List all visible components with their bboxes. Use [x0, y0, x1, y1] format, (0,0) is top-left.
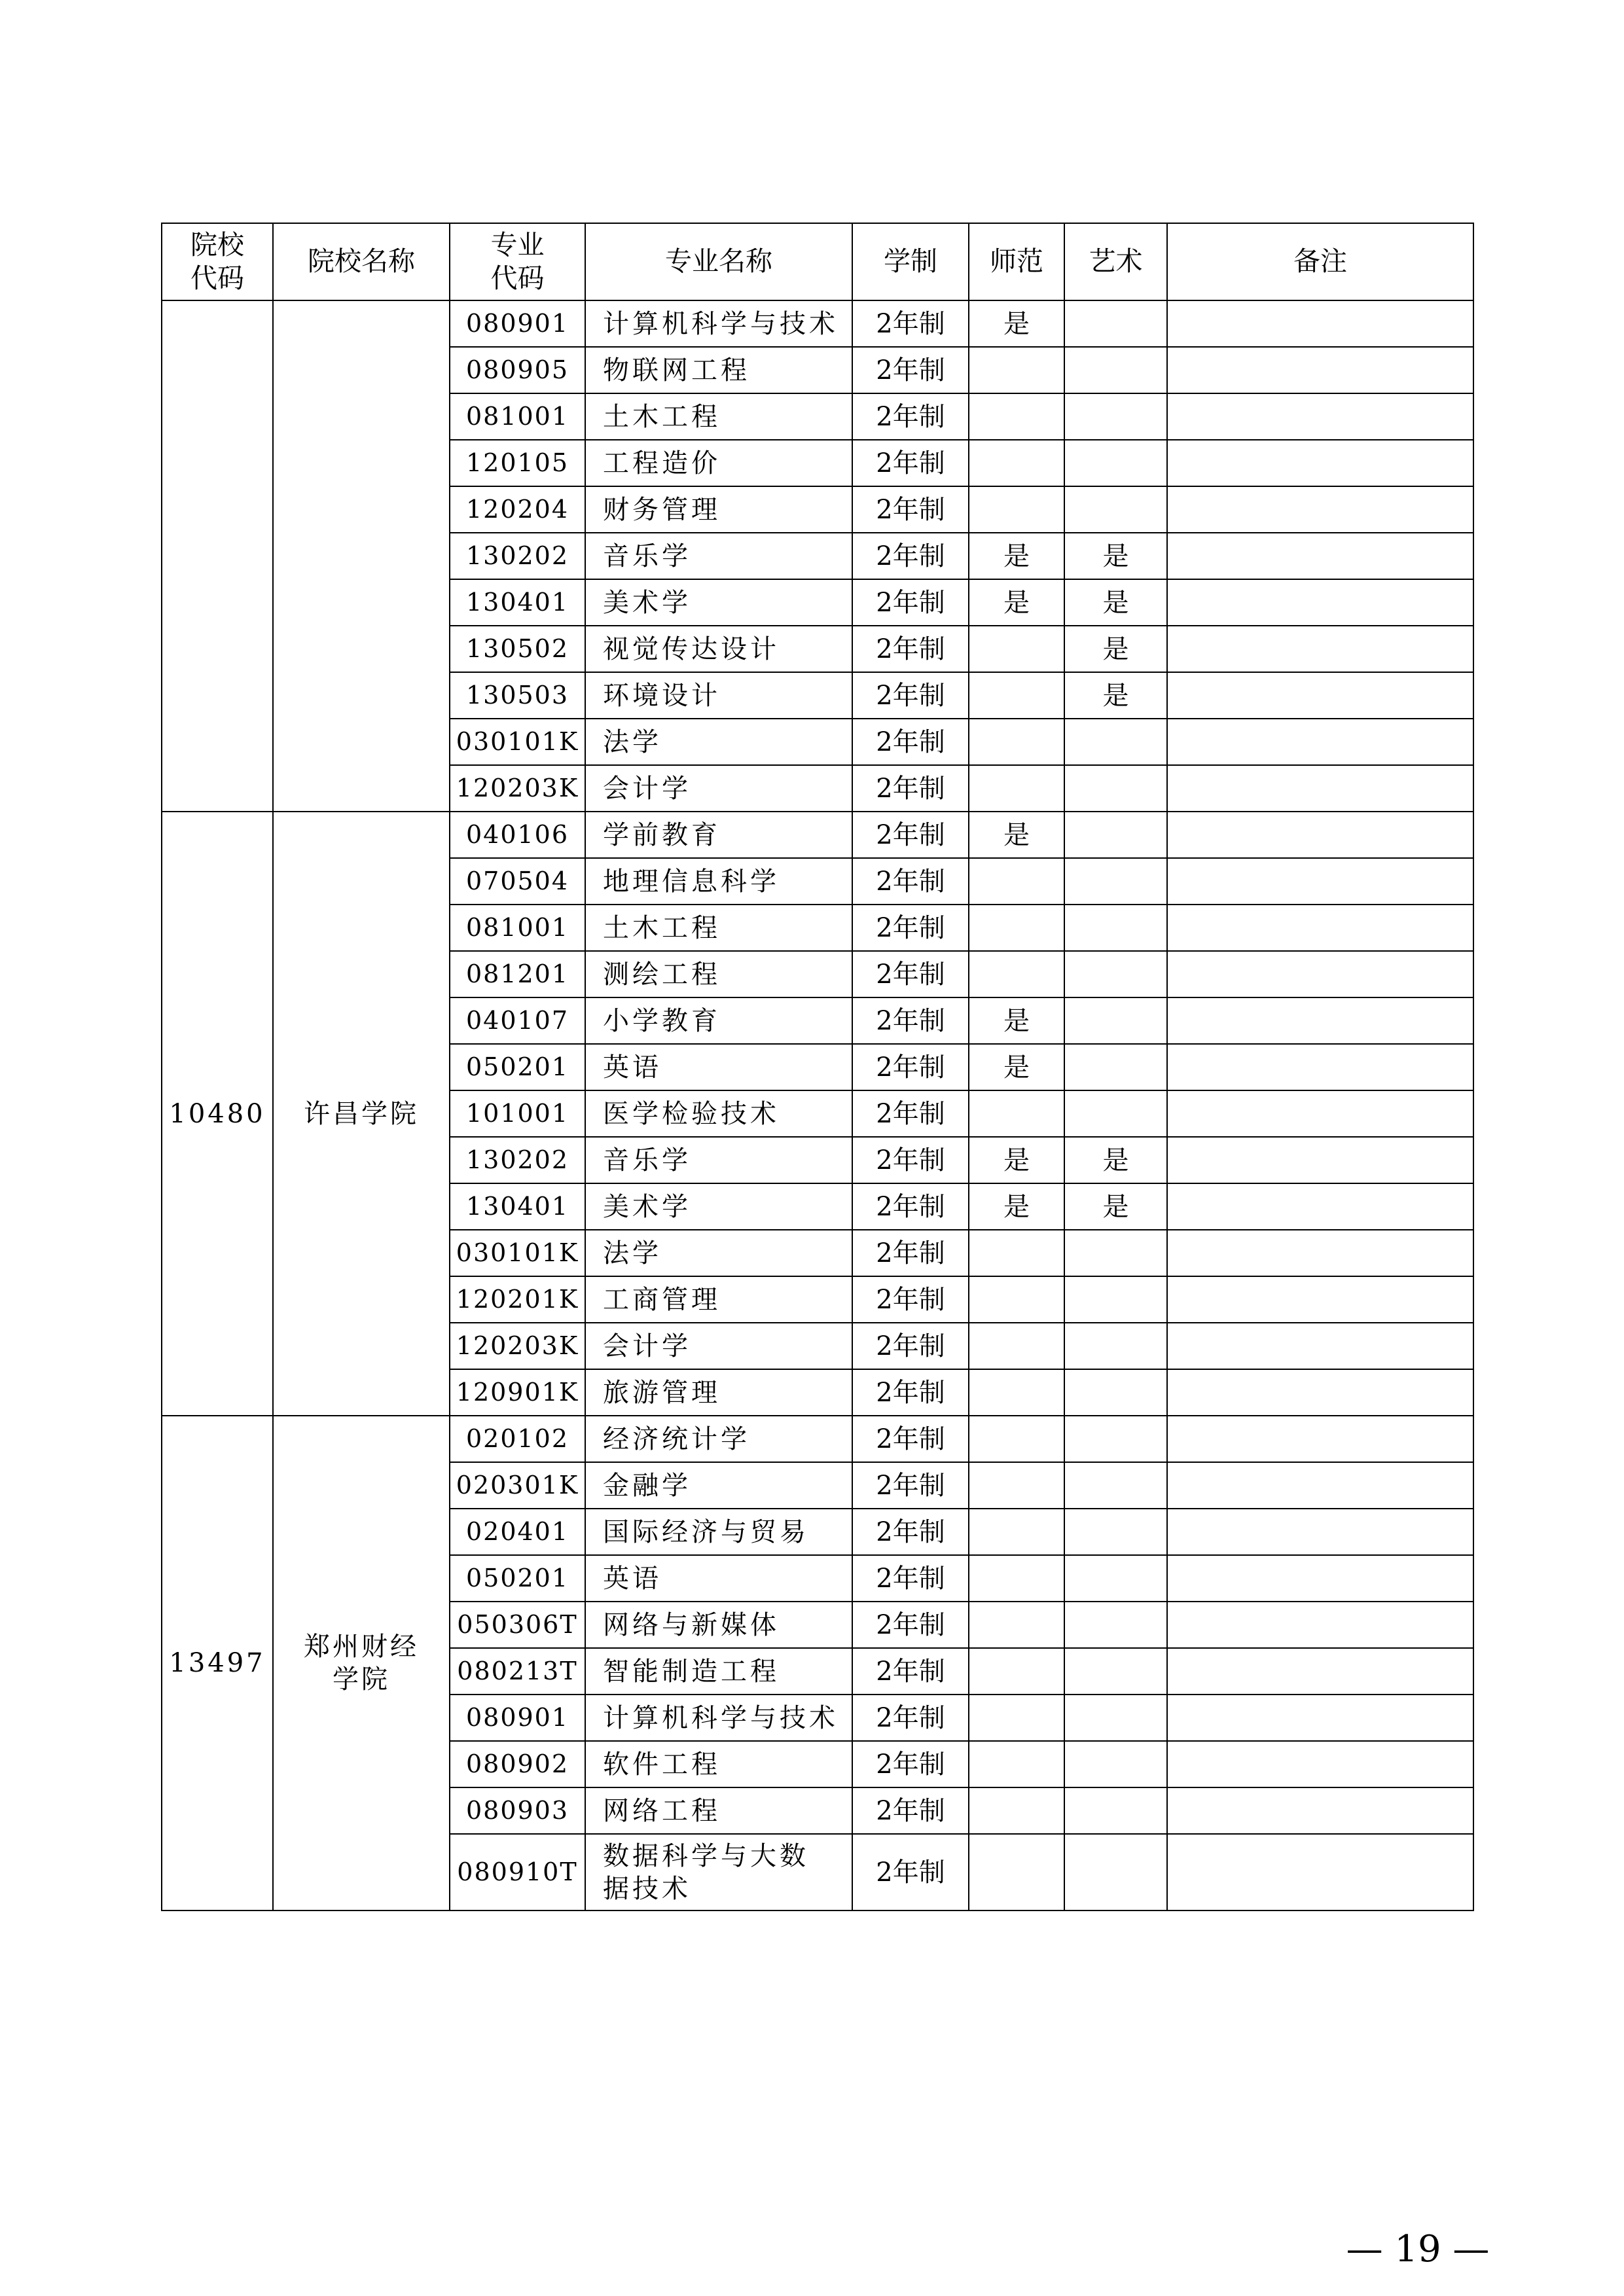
- note-cell: [1167, 672, 1473, 719]
- normal-cell: [969, 393, 1064, 440]
- duration-cell: 2年制: [852, 719, 969, 765]
- normal-cell: [969, 1509, 1064, 1555]
- major-code-cell: 080905: [450, 347, 585, 393]
- header-art: 艺术: [1064, 223, 1167, 300]
- art-cell: [1064, 1323, 1167, 1369]
- major-name-cell: 土木工程: [585, 905, 852, 951]
- note-cell: [1167, 1276, 1473, 1323]
- art-cell: [1064, 1602, 1167, 1648]
- note-cell: [1167, 719, 1473, 765]
- art-cell: [1064, 1695, 1167, 1741]
- note-cell: [1167, 1044, 1473, 1090]
- duration-cell: 2年制: [852, 951, 969, 997]
- major-name-cell: 物联网工程: [585, 347, 852, 393]
- duration-cell: 2年制: [852, 347, 969, 393]
- art-cell: [1064, 1462, 1167, 1509]
- major-code-cell: 050201: [450, 1044, 585, 1090]
- major-name-cell: 音乐学: [585, 533, 852, 579]
- note-cell: [1167, 765, 1473, 812]
- major-name-cell: 旅游管理: [585, 1369, 852, 1416]
- table-header-row: [162, 223, 1473, 300]
- normal-cell: [969, 905, 1064, 951]
- major-name-cell: 医学检验技术: [585, 1090, 852, 1137]
- normal-cell: 是: [969, 1044, 1064, 1090]
- major-code-cell: 050306T: [450, 1602, 585, 1648]
- normal-cell: 是: [969, 300, 1064, 347]
- major-code-cell: 120105: [450, 440, 585, 486]
- note-cell: [1167, 533, 1473, 579]
- major-code-cell: 081001: [450, 905, 585, 951]
- duration-cell: 2年制: [852, 1416, 969, 1462]
- school-name-cell: 郑州财经 学院: [273, 1416, 450, 1910]
- normal-cell: [969, 1787, 1064, 1834]
- school-code-cell: 10480: [162, 812, 273, 1416]
- major-name-cell: 小学教育: [585, 997, 852, 1044]
- major-code-cell: 080902: [450, 1741, 585, 1787]
- duration-cell: 2年制: [852, 626, 969, 672]
- note-cell: [1167, 440, 1473, 486]
- normal-cell: [969, 347, 1064, 393]
- art-cell: [1064, 997, 1167, 1044]
- major-code-cell: 040107: [450, 997, 585, 1044]
- school-code-cell: [162, 300, 273, 812]
- art-cell: 是: [1064, 626, 1167, 672]
- major-code-cell: 120203K: [450, 765, 585, 812]
- major-name-cell: 经济统计学: [585, 1416, 852, 1462]
- normal-cell: 是: [969, 1183, 1064, 1230]
- table-row: [162, 812, 1473, 858]
- art-cell: 是: [1064, 1183, 1167, 1230]
- duration-cell: 2年制: [852, 812, 969, 858]
- art-cell: 是: [1064, 672, 1167, 719]
- duration-cell: 2年制: [852, 1648, 969, 1695]
- major-name-cell: 英语: [585, 1555, 852, 1602]
- duration-cell: 2年制: [852, 765, 969, 812]
- duration-cell: 2年制: [852, 486, 969, 533]
- note-cell: [1167, 905, 1473, 951]
- art-cell: [1064, 765, 1167, 812]
- school-code-cell: 13497: [162, 1416, 273, 1910]
- header-major-name: 专业名称: [585, 223, 852, 300]
- major-name-cell: 会计学: [585, 765, 852, 812]
- note-cell: [1167, 1509, 1473, 1555]
- duration-cell: 2年制: [852, 1276, 969, 1323]
- note-cell: [1167, 1323, 1473, 1369]
- major-name-cell: 财务管理: [585, 486, 852, 533]
- normal-cell: [969, 1369, 1064, 1416]
- duration-cell: 2年制: [852, 533, 969, 579]
- note-cell: [1167, 626, 1473, 672]
- major-code-cell: 020301K: [450, 1462, 585, 1509]
- note-cell: [1167, 1695, 1473, 1741]
- major-name-cell: 会计学: [585, 1323, 852, 1369]
- art-cell: [1064, 1090, 1167, 1137]
- duration-cell: 2年制: [852, 858, 969, 905]
- document-page: [161, 223, 1490, 2270]
- art-cell: 是: [1064, 1137, 1167, 1183]
- major-code-cell: 040106: [450, 812, 585, 858]
- normal-cell: 是: [969, 997, 1064, 1044]
- major-code-cell: 120203K: [450, 1323, 585, 1369]
- normal-cell: [969, 1648, 1064, 1695]
- major-code-cell: 030101K: [450, 1230, 585, 1276]
- normal-cell: [969, 1230, 1064, 1276]
- major-code-cell: 070504: [450, 858, 585, 905]
- major-name-cell: 法学: [585, 1230, 852, 1276]
- majors-table: [161, 223, 1474, 1911]
- note-cell: [1167, 997, 1473, 1044]
- note-cell: [1167, 1369, 1473, 1416]
- major-code-cell: 080910T: [450, 1834, 585, 1910]
- art-cell: 是: [1064, 579, 1167, 626]
- note-cell: [1167, 579, 1473, 626]
- normal-cell: [969, 1695, 1064, 1741]
- table-row: [162, 1416, 1473, 1462]
- normal-cell: [969, 1090, 1064, 1137]
- art-cell: [1064, 858, 1167, 905]
- school-name-cell: [273, 300, 450, 812]
- normal-cell: [969, 951, 1064, 997]
- major-name-cell: 环境设计: [585, 672, 852, 719]
- duration-cell: 2年制: [852, 1695, 969, 1741]
- normal-cell: [969, 1602, 1064, 1648]
- note-cell: [1167, 300, 1473, 347]
- major-code-cell: 081001: [450, 393, 585, 440]
- note-cell: [1167, 1787, 1473, 1834]
- major-code-cell: 130202: [450, 1137, 585, 1183]
- major-name-cell: 测绘工程: [585, 951, 852, 997]
- header-school-code: 院校 代码: [162, 223, 273, 300]
- art-cell: [1064, 440, 1167, 486]
- major-code-cell: 020102: [450, 1416, 585, 1462]
- normal-cell: [969, 1741, 1064, 1787]
- duration-cell: 2年制: [852, 579, 969, 626]
- art-cell: [1064, 1648, 1167, 1695]
- duration-cell: 2年制: [852, 1787, 969, 1834]
- major-code-cell: 080903: [450, 1787, 585, 1834]
- normal-cell: [969, 1323, 1064, 1369]
- duration-cell: 2年制: [852, 1183, 969, 1230]
- normal-cell: [969, 486, 1064, 533]
- major-code-cell: 080901: [450, 1695, 585, 1741]
- header-duration: 学制: [852, 223, 969, 300]
- major-code-cell: 050201: [450, 1555, 585, 1602]
- major-code-cell: 120901K: [450, 1369, 585, 1416]
- major-code-cell: 130202: [450, 533, 585, 579]
- art-cell: [1064, 1834, 1167, 1910]
- note-cell: [1167, 1462, 1473, 1509]
- major-code-cell: 130503: [450, 672, 585, 719]
- note-cell: [1167, 1741, 1473, 1787]
- major-name-cell: 软件工程: [585, 1741, 852, 1787]
- header-note: 备注: [1167, 223, 1473, 300]
- art-cell: [1064, 951, 1167, 997]
- major-name-cell: 学前教育: [585, 812, 852, 858]
- note-cell: [1167, 347, 1473, 393]
- duration-cell: 2年制: [852, 1323, 969, 1369]
- header-normal: 师范: [969, 223, 1064, 300]
- normal-cell: [969, 765, 1064, 812]
- duration-cell: 2年制: [852, 1369, 969, 1416]
- duration-cell: 2年制: [852, 1602, 969, 1648]
- normal-cell: [969, 672, 1064, 719]
- major-name-cell: 计算机科学与技术: [585, 300, 852, 347]
- duration-cell: 2年制: [852, 672, 969, 719]
- major-name-cell: 视觉传达设计: [585, 626, 852, 672]
- normal-cell: [969, 1276, 1064, 1323]
- major-name-cell: 土木工程: [585, 393, 852, 440]
- school-name-cell: 许昌学院: [273, 812, 450, 1416]
- art-cell: [1064, 393, 1167, 440]
- duration-cell: 2年制: [852, 1090, 969, 1137]
- major-name-cell: 网络工程: [585, 1787, 852, 1834]
- duration-cell: 2年制: [852, 1137, 969, 1183]
- normal-cell: 是: [969, 533, 1064, 579]
- major-name-cell: 地理信息科学: [585, 858, 852, 905]
- note-cell: [1167, 858, 1473, 905]
- major-name-cell: 美术学: [585, 1183, 852, 1230]
- art-cell: [1064, 1276, 1167, 1323]
- note-cell: [1167, 1183, 1473, 1230]
- table-body: [162, 300, 1473, 1910]
- header-major-code: 专业 代码: [450, 223, 585, 300]
- major-name-cell: 数据科学与大数 据技术: [585, 1834, 852, 1910]
- major-name-cell: 法学: [585, 719, 852, 765]
- note-cell: [1167, 1137, 1473, 1183]
- art-cell: 是: [1064, 533, 1167, 579]
- major-name-cell: 金融学: [585, 1462, 852, 1509]
- art-cell: [1064, 812, 1167, 858]
- normal-cell: 是: [969, 1137, 1064, 1183]
- note-cell: [1167, 393, 1473, 440]
- normal-cell: [969, 1555, 1064, 1602]
- duration-cell: 2年制: [852, 300, 969, 347]
- note-cell: [1167, 1648, 1473, 1695]
- normal-cell: [969, 1834, 1064, 1910]
- duration-cell: 2年制: [852, 393, 969, 440]
- duration-cell: 2年制: [852, 1509, 969, 1555]
- note-cell: [1167, 1555, 1473, 1602]
- normal-cell: [969, 719, 1064, 765]
- normal-cell: [969, 1416, 1064, 1462]
- art-cell: [1064, 1555, 1167, 1602]
- major-code-cell: 020401: [450, 1509, 585, 1555]
- note-cell: [1167, 1602, 1473, 1648]
- note-cell: [1167, 486, 1473, 533]
- duration-cell: 2年制: [852, 1230, 969, 1276]
- major-name-cell: 音乐学: [585, 1137, 852, 1183]
- normal-cell: 是: [969, 579, 1064, 626]
- art-cell: [1064, 719, 1167, 765]
- major-code-cell: 130502: [450, 626, 585, 672]
- major-code-cell: 080901: [450, 300, 585, 347]
- major-code-cell: 130401: [450, 579, 585, 626]
- major-code-cell: 080213T: [450, 1648, 585, 1695]
- art-cell: [1064, 486, 1167, 533]
- major-name-cell: 工商管理: [585, 1276, 852, 1323]
- major-code-cell: 101001: [450, 1090, 585, 1137]
- art-cell: [1064, 905, 1167, 951]
- duration-cell: 2年制: [852, 1834, 969, 1910]
- page-number: — 19 —: [1346, 2228, 1490, 2270]
- duration-cell: 2年制: [852, 440, 969, 486]
- art-cell: [1064, 1509, 1167, 1555]
- major-name-cell: 国际经济与贸易: [585, 1509, 852, 1555]
- note-cell: [1167, 812, 1473, 858]
- major-code-cell: 130401: [450, 1183, 585, 1230]
- duration-cell: 2年制: [852, 1044, 969, 1090]
- duration-cell: 2年制: [852, 1741, 969, 1787]
- duration-cell: 2年制: [852, 997, 969, 1044]
- major-name-cell: 美术学: [585, 579, 852, 626]
- major-name-cell: 英语: [585, 1044, 852, 1090]
- major-code-cell: 081201: [450, 951, 585, 997]
- art-cell: [1064, 1416, 1167, 1462]
- art-cell: [1064, 1787, 1167, 1834]
- art-cell: [1064, 1741, 1167, 1787]
- normal-cell: [969, 1462, 1064, 1509]
- header-school-name: 院校名称: [273, 223, 450, 300]
- art-cell: [1064, 300, 1167, 347]
- note-cell: [1167, 1834, 1473, 1910]
- duration-cell: 2年制: [852, 1555, 969, 1602]
- major-name-cell: 网络与新媒体: [585, 1602, 852, 1648]
- major-code-cell: 120204: [450, 486, 585, 533]
- duration-cell: 2年制: [852, 1462, 969, 1509]
- major-name-cell: 工程造价: [585, 440, 852, 486]
- art-cell: [1064, 1369, 1167, 1416]
- note-cell: [1167, 951, 1473, 997]
- art-cell: [1064, 1044, 1167, 1090]
- art-cell: [1064, 347, 1167, 393]
- note-cell: [1167, 1230, 1473, 1276]
- major-code-cell: 030101K: [450, 719, 585, 765]
- table-row: [162, 300, 1473, 347]
- major-name-cell: 计算机科学与技术: [585, 1695, 852, 1741]
- art-cell: [1064, 1230, 1167, 1276]
- major-code-cell: 120201K: [450, 1276, 585, 1323]
- major-name-cell: 智能制造工程: [585, 1648, 852, 1695]
- normal-cell: 是: [969, 812, 1064, 858]
- duration-cell: 2年制: [852, 905, 969, 951]
- normal-cell: [969, 626, 1064, 672]
- normal-cell: [969, 858, 1064, 905]
- note-cell: [1167, 1416, 1473, 1462]
- note-cell: [1167, 1090, 1473, 1137]
- normal-cell: [969, 440, 1064, 486]
